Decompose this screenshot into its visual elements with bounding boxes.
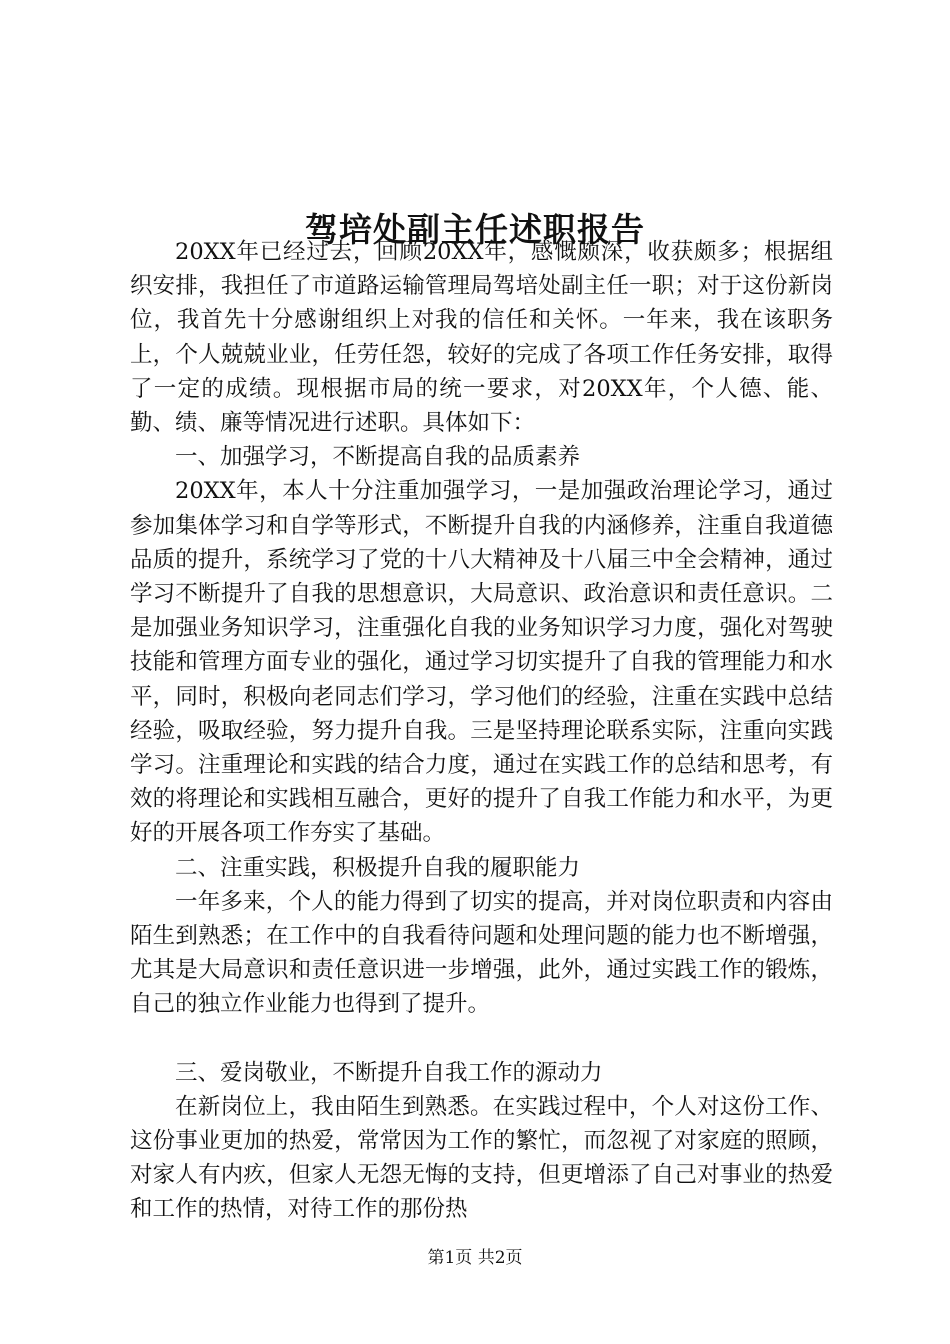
section-paragraph-3: 在新岗位上，我由陌生到熟悉。在实践过程中，个人对这份工作、这份事业更加的热爱，常常因为工作的繁忙，而忽视了对家庭的照顾，对家人有内疚，但家人无怨无悔的支持，但更增添了自己对事业的热爱和工作的热情，对待工作的那份热 [130, 1093, 833, 1223]
intro-paragraph: 20XX年已经过去，回顾20XX年，感慨颇深，收获颇多；根据组织安排，我担任了市道路运输管理局驾培处副主任一职；对于这份新岗位，我首先十分感谢组织上对我的信任和关怀。一年来，我在该职务上，个人兢兢业业，任劳任怨，较好的完成了各项工作任务安排，取得了一定的成绩。现根据市局的统一要求，对20XX年，个人德、能、勤、绩、廉等情况进行述职。具体如下： [130, 239, 833, 437]
document-title: 驾培处副主任述职报告 [305, 210, 645, 250]
section-paragraph-1: 20XX年，本人十分注重加强学习，一是加强政治理论学习，通过参加集体学习和自学等形式，不断提升自我的内涵修养，注重自我道德品质的提升，系统学习了党的十八大精神及十八届三中全会精神，通过学习不断提升了自我的思想意识，大局意识、政治意识和责任意识。二是加强业务知识学习，注重强化自我的业务知识学习力度，强化对驾驶技能和管理方面专业的强化，通过学习切实提升了自我的管理能力和水平，同时，积极向老同志们学习，学习他们的经验，注重在实践中总结经验，吸取经验，努力提升自我。三是坚持理论联系实际，注重向实践学习。注重理论和实践的结合力度，通过在实践工作的总结和思考，有效的将理论和实践相互融合，更好的提升了自我工作能力和水平，为更好的开展各项工作夯实了基础。 [130, 478, 833, 847]
section-heading-1: 一、加强学习，不断提高自我的品质素养 [175, 444, 581, 471]
section-paragraph-2: 一年多来，个人的能力得到了切实的提高，并对岗位职责和内容由陌生到熟悉；在工作中的自我看待问题和处理问题的能力也不断增强，尤其是大局意识和责任意识进一步增强，此外，通过实践工作的锻炼，自己的独立作业能力也得到了提升。 [130, 888, 833, 1018]
section-heading-2: 二、注重实践，积极提升自我的履职能力 [175, 854, 581, 881]
paragraph-spacer [130, 1022, 833, 1056]
document-body [130, 235, 833, 1227]
section-heading-3: 三、爱岗敬业，不断提升自我工作的源动力 [175, 1059, 603, 1086]
page-footer: 第1页 共2页 [427, 1248, 523, 1268]
